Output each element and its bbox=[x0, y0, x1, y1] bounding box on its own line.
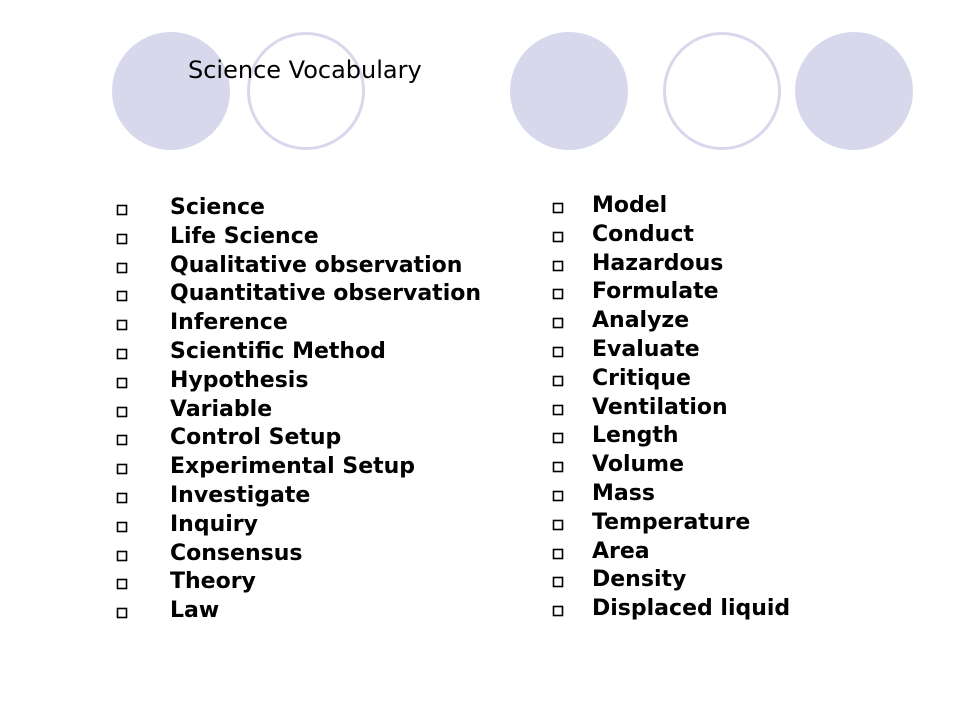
list-item bbox=[592, 307, 790, 336]
list-item bbox=[170, 338, 481, 367]
square-bullet-icon bbox=[116, 521, 128, 533]
list-item bbox=[170, 396, 481, 425]
term-label: Experimental Setup bbox=[170, 454, 416, 480]
square-bullet-icon bbox=[552, 519, 564, 531]
vocab-list-right bbox=[592, 192, 790, 624]
square-bullet-icon bbox=[552, 576, 564, 588]
term-label: Science bbox=[170, 195, 265, 220]
term-label: Volume bbox=[592, 452, 684, 478]
term-label: Analyze bbox=[592, 308, 690, 334]
square-bullet-icon bbox=[552, 231, 564, 243]
list-item bbox=[170, 309, 481, 338]
square-bullet-icon bbox=[116, 492, 128, 504]
list-item bbox=[592, 336, 790, 365]
list-item bbox=[170, 482, 481, 511]
term-label: Conduct bbox=[592, 221, 694, 247]
term-label: Inference bbox=[170, 310, 288, 336]
square-bullet-icon bbox=[552, 288, 564, 300]
square-bullet-icon bbox=[116, 262, 128, 274]
square-bullet-icon bbox=[552, 605, 564, 617]
term-label: Model bbox=[592, 193, 668, 218]
decor-circle-4 bbox=[663, 32, 781, 150]
list-item bbox=[592, 394, 790, 423]
list-item bbox=[592, 509, 790, 538]
square-bullet-icon bbox=[116, 607, 128, 619]
term-label: Formulate bbox=[592, 279, 719, 305]
term-label: Scientific Method bbox=[170, 338, 386, 364]
square-bullet-icon bbox=[552, 432, 564, 444]
term-label: Displaced liquid bbox=[592, 596, 791, 622]
square-bullet-icon bbox=[552, 375, 564, 387]
term-label: Temperature bbox=[592, 509, 751, 535]
square-bullet-icon bbox=[116, 578, 128, 590]
list-item bbox=[170, 252, 481, 281]
term-label: Ventilation bbox=[592, 394, 728, 420]
square-bullet-icon bbox=[552, 202, 564, 214]
list-item bbox=[592, 278, 790, 307]
square-bullet-icon bbox=[116, 204, 128, 216]
square-bullet-icon bbox=[116, 463, 128, 475]
term-label: Control Setup bbox=[170, 425, 342, 451]
term-label: Law bbox=[170, 598, 220, 624]
list-item bbox=[592, 365, 790, 394]
term-label: Consensus bbox=[170, 540, 303, 566]
square-bullet-icon bbox=[116, 319, 128, 331]
term-label: Evaluate bbox=[592, 336, 700, 362]
square-bullet-icon bbox=[552, 260, 564, 272]
term-label: Qualitative observation bbox=[170, 252, 463, 278]
square-bullet-icon bbox=[116, 377, 128, 389]
decor-circle-1 bbox=[112, 32, 230, 150]
term-label: Variable bbox=[170, 396, 273, 422]
term-label: Area bbox=[592, 538, 650, 564]
list-item bbox=[170, 194, 481, 223]
square-bullet-icon bbox=[552, 490, 564, 502]
list-item bbox=[592, 451, 790, 480]
list-item bbox=[592, 595, 790, 624]
term-label: Hypothesis bbox=[170, 367, 309, 393]
term-label: Hazardous bbox=[592, 250, 724, 276]
term-label: Theory bbox=[170, 569, 256, 595]
square-bullet-icon bbox=[552, 317, 564, 329]
list-item bbox=[592, 538, 790, 567]
square-bullet-icon bbox=[116, 290, 128, 302]
term-label: Length bbox=[592, 423, 679, 449]
square-bullet-icon bbox=[552, 346, 564, 358]
square-bullet-icon bbox=[116, 406, 128, 418]
list-item bbox=[170, 424, 481, 453]
term-label: Mass bbox=[592, 480, 655, 506]
square-bullet-icon bbox=[552, 461, 564, 473]
list-item bbox=[170, 453, 481, 482]
list-item bbox=[170, 223, 481, 252]
list-item bbox=[592, 221, 790, 250]
slide-title: Science Vocabulary bbox=[188, 56, 422, 84]
list-item bbox=[170, 511, 481, 540]
list-item bbox=[592, 192, 790, 221]
list-item bbox=[170, 568, 481, 597]
square-bullet-icon bbox=[116, 550, 128, 562]
term-label: Critique bbox=[592, 365, 691, 391]
square-bullet-icon bbox=[116, 434, 128, 446]
term-label: Life Science bbox=[170, 223, 319, 249]
term-label: Inquiry bbox=[170, 511, 258, 537]
list-item bbox=[592, 422, 790, 451]
list-item bbox=[592, 566, 790, 595]
list-item bbox=[170, 597, 481, 626]
decor-circle-2 bbox=[247, 32, 365, 150]
list-item bbox=[592, 250, 790, 279]
term-label: Investigate bbox=[170, 482, 311, 508]
term-label: Quantitative observation bbox=[170, 281, 482, 307]
square-bullet-icon bbox=[552, 548, 564, 560]
square-bullet-icon bbox=[116, 348, 128, 360]
list-item bbox=[170, 367, 481, 396]
vocab-list-left bbox=[170, 194, 481, 626]
square-bullet-icon bbox=[116, 233, 128, 245]
term-label: Density bbox=[592, 567, 687, 593]
list-item bbox=[170, 540, 481, 569]
decor-circle-5 bbox=[795, 32, 913, 150]
list-item bbox=[592, 480, 790, 509]
decor-circle-3 bbox=[510, 32, 628, 150]
list-item bbox=[170, 280, 481, 309]
square-bullet-icon bbox=[552, 404, 564, 416]
